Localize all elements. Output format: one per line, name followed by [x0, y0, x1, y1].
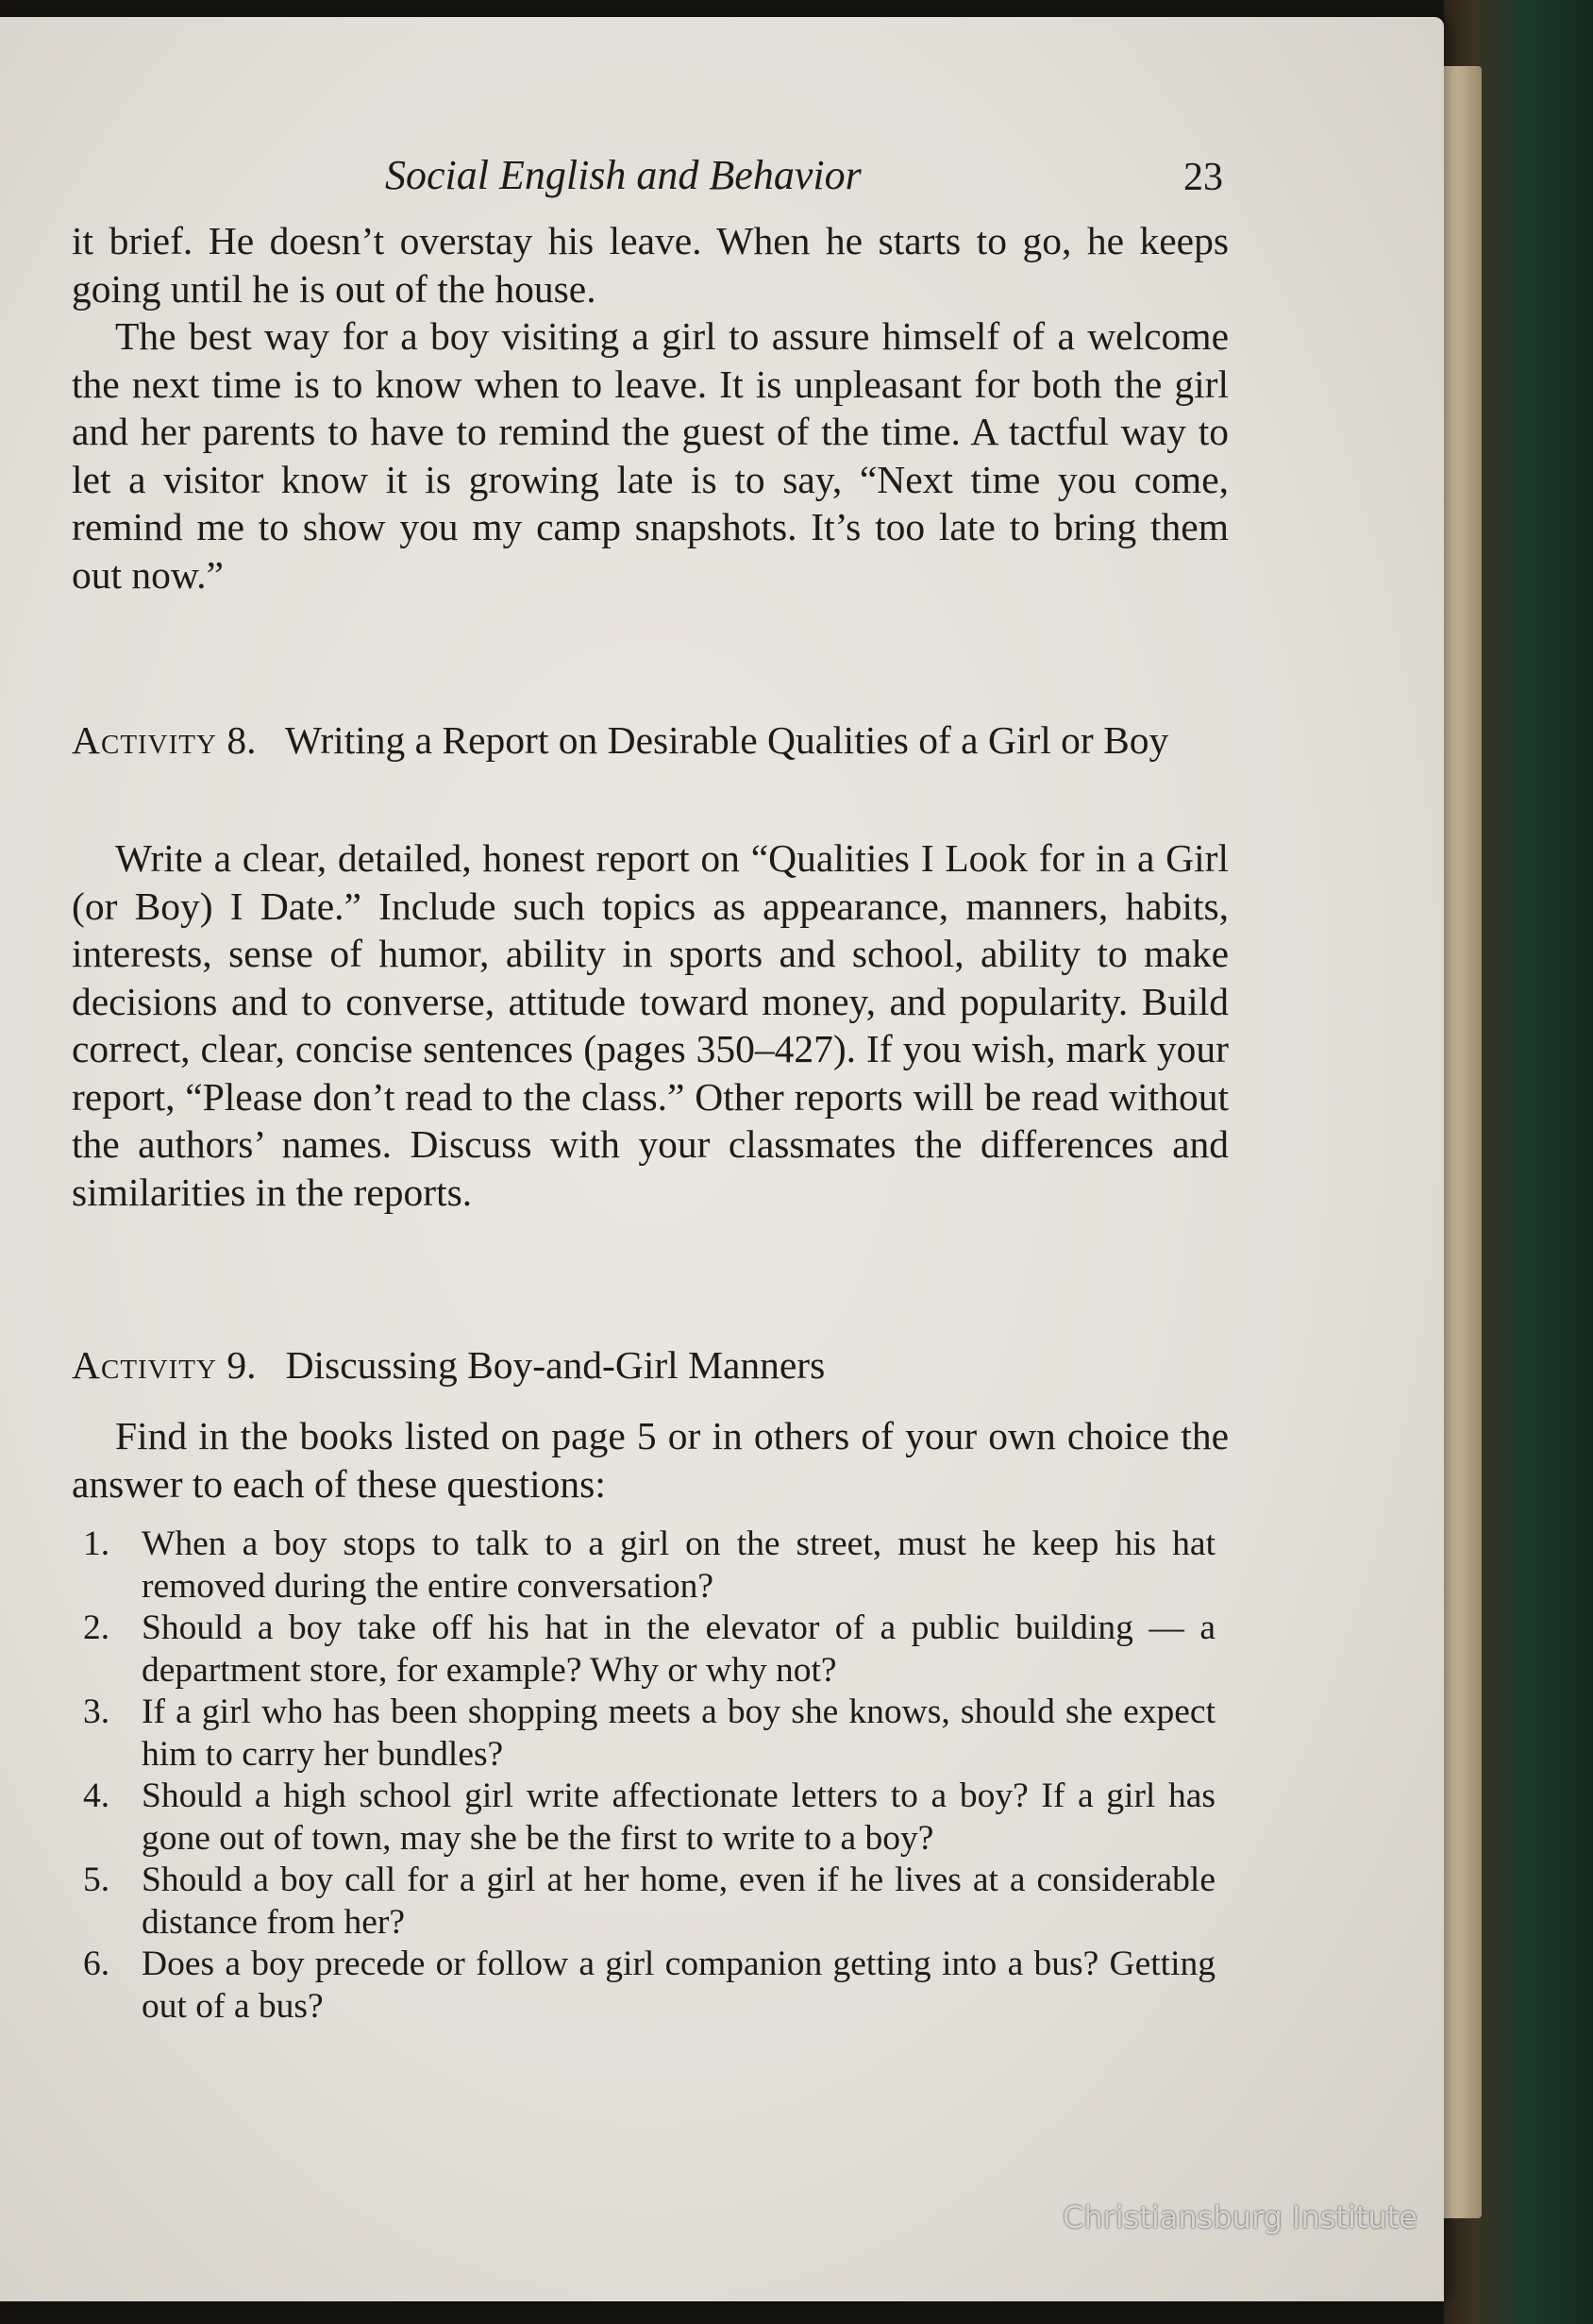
paragraph-continued: it brief. He doesn’t overstay his leave. When he starts to go, he keeps going until he is out of the house. [72, 219, 1229, 311]
watermark-text: Christiansburg Institute [1063, 2199, 1417, 2235]
activity-8-label: Activity [72, 718, 217, 762]
question-item [83, 1524, 1216, 1608]
running-title: Social English and Behavior [385, 152, 862, 198]
activity-8-heading [72, 716, 1272, 765]
running-head [0, 151, 1227, 208]
activity-9-body: Find in the books listed on page 5 or in others of your own choice the answer to each of these questions: [72, 1414, 1229, 1506]
question-text: Should a boy take off his hat in the elevator of a public building — a department store, for example? Why or why not? [142, 1608, 1216, 1690]
question-number: 2. [83, 1608, 110, 1647]
question-number: 6. [83, 1945, 110, 1983]
question-item [83, 1860, 1216, 1944]
question-text: If a girl who has been shopping meets a boy she knows, should she expect him to carry her bundles? [142, 1692, 1216, 1774]
question-item [83, 1776, 1216, 1860]
question-number: 1. [83, 1524, 110, 1563]
activity-8-number: 8. [226, 718, 257, 762]
question-text: Should a boy call for a girl at her home, even if he lives at a considerable distance from her? [142, 1861, 1216, 1942]
page-number: 23 [1183, 156, 1223, 199]
activity-8-title: Writing a Report on Desirable Qualities of a Girl or Boy [284, 718, 1169, 762]
question-item [83, 1692, 1216, 1776]
activity-9-title: Discussing Boy-and-Girl Manners [285, 1343, 826, 1387]
question-text: Should a high school girl write affectionate letters to a boy? If a girl has gone out of town, may she be the first to write to a boy? [142, 1777, 1216, 1858]
activity-8-body: Write a clear, detailed, honest report on “Qualities I Look for in a Girl (or Boy) I Date.” Include such topics as appearance, manners, habits, interests, sense of humor, ability in sports and school, ability to make decisions and to converse, attitude toward money, and popularity. Build correct, clear, concise sentences (pages 350–427). If you wish, mark your report, “Please don’t read to the class.” Other reports will be read without the authors’ names. Discuss with your classmates the differences and similarities in the reports. [72, 836, 1229, 1214]
question-item [83, 1944, 1216, 2028]
question-item [83, 1608, 1216, 1692]
activity-9-number: 9. [226, 1343, 257, 1387]
question-text: When a boy stops to talk to a girl on the street, must he keep his hat removed during the entire conversation? [142, 1524, 1216, 1606]
paragraph-leaving: The best way for a boy visiting a girl to assure himself of a welcome the next time is to know when to leave. It is unpleasant for both the girl and her parents to have to remind the guest of the time. A tactful way to let a visitor know it is growing late is to say, “Next time you come, remind me to show you my camp snapshots. It’s too late to bring them out now.” [72, 314, 1229, 597]
activity-9-heading [72, 1340, 1272, 1389]
activity-9-label: Activity [72, 1343, 217, 1387]
question-number: 4. [83, 1777, 110, 1815]
question-number: 3. [83, 1692, 110, 1731]
book-page [0, 17, 1444, 2301]
question-list [83, 1524, 1216, 2028]
question-text: Does a boy precede or follow a girl companion getting into a bus? Getting out of a bus? [142, 1945, 1216, 2026]
question-number: 5. [83, 1861, 110, 1899]
